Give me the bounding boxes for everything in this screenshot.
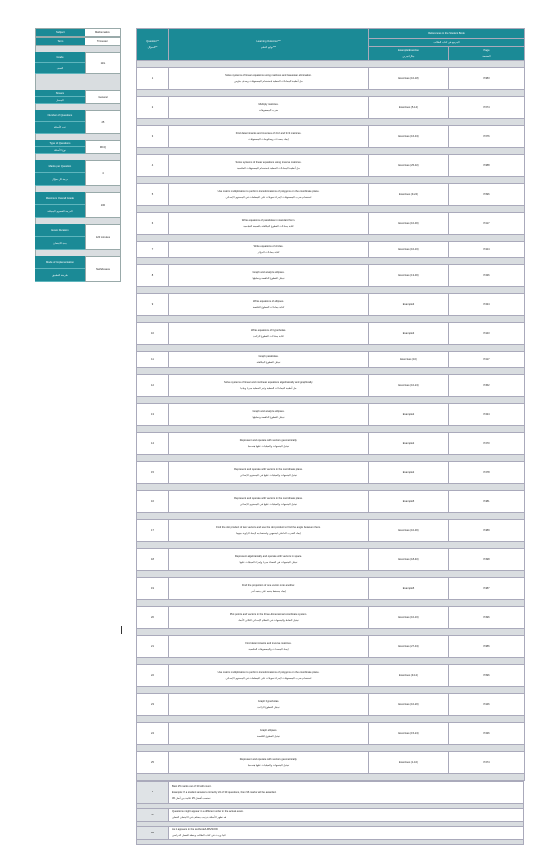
page-header: Page الصفحة [449, 47, 525, 61]
question-number: 16 [137, 491, 169, 513]
table-row [137, 294, 525, 316]
learning-outcome: Find determinants and inverse matrices. إيجاد المحددات والمصفوفات العكسية [169, 636, 369, 658]
duration-label: Exam Duration [35, 224, 85, 237]
question-number: 9 [137, 294, 169, 316]
spacer-row [137, 287, 525, 294]
spacer-row [137, 716, 525, 723]
question-number: 10 [137, 323, 169, 345]
question-number: 4 [137, 155, 169, 177]
reference-example: Exercises (13-30) [369, 265, 449, 287]
spacer-row [137, 629, 525, 636]
question-number: 1 [137, 68, 169, 90]
question-number: 19 [137, 578, 169, 600]
reference-example: Exercises (9-24) [369, 184, 449, 206]
grade-row [35, 52, 121, 74]
subject-label: Subject [36, 29, 85, 36]
learning-outcome: Represent and operate with vectors geometrically. تمثيل المتجهات والعمليات عليها هندسيا [169, 433, 369, 455]
reference-page: P478 [449, 462, 525, 484]
subject-row [35, 28, 121, 37]
table-row [137, 242, 525, 258]
table-row [137, 97, 525, 119]
table-row [137, 694, 525, 716]
learning-outcome: Graph and analyze ellipses. تمثيل القطوع الناقصة وتحليلها [169, 265, 369, 287]
stream-label-ar: المسار [35, 97, 85, 104]
reference-example: Example5 [369, 578, 449, 600]
question-number: 8 [137, 265, 169, 287]
footnote-mark: ** [137, 809, 169, 822]
reference-example: Exercises (1-10) [369, 752, 449, 774]
question-type-row [35, 140, 121, 154]
reference-example: Exercises (10-20) [369, 694, 449, 716]
table-row [137, 265, 525, 287]
learning-outcome: Write equations of parabolas in standard form. كتابة معادلات القطوع المكافئة بالصيغة القياسية [169, 213, 369, 235]
question-number: 7 [137, 242, 169, 258]
reference-example: Example2 [369, 462, 449, 484]
spacer-row [137, 316, 525, 323]
mode-label-ar: طريقة التطبيق [35, 269, 85, 282]
question-number: 11 [137, 352, 169, 368]
reference-page: P436 [449, 265, 525, 287]
reference-example: Example5 [369, 491, 449, 513]
learning-outcome: Represent algebraically and operate with vectors in space. تمثيل المتجهات في الفضاء جبريا وإجراء العمليات عليها [169, 549, 369, 571]
reference-page: P452 [449, 375, 525, 397]
learning-outcome: Write equations of circles. كتابة معادلات الدوائر [169, 242, 369, 258]
num-questions-label: Number of Questions [35, 110, 85, 122]
reference-page: P498 [449, 549, 525, 571]
term-row [35, 37, 121, 46]
question-number: 6 [137, 213, 169, 235]
marks-value: 4 [85, 160, 121, 186]
footnote-mark: * [137, 782, 169, 804]
term-label: Term [36, 38, 85, 45]
reference-example: Example3 [369, 294, 449, 316]
mode-row [35, 256, 121, 282]
question-number: 5 [137, 184, 169, 206]
references-header-ar: المرجع في كتاب الطالب [369, 39, 525, 47]
reference-page: P417 [449, 352, 525, 368]
reference-page: P474 [449, 752, 525, 774]
num-questions-label-ar: عدد الأسئلة [35, 122, 85, 134]
stream-label: Stream [35, 90, 85, 97]
reference-example: Exercises (10-16) [369, 242, 449, 258]
max-grade-label: Maximum Overall Grade [35, 192, 85, 205]
footnote-text: Best 25 marks out of 30 will count. Example: If a student answers correctly 24 of 30 questions, then 96 marks will be awarded. تحتسب أفضل 25 علامة من أصل 30 [169, 782, 524, 804]
spacer-row [137, 177, 525, 184]
text-cursor [121, 626, 122, 634]
footnote-row [137, 809, 524, 822]
table-row [137, 404, 525, 426]
question-number: 13 [137, 404, 169, 426]
references-header: References in the Student Book [369, 29, 525, 39]
table-row [137, 213, 525, 235]
reference-page: P443 [449, 323, 525, 345]
footnote-mark: *** [137, 827, 169, 840]
exam-info-panel [35, 28, 121, 282]
num-questions-value: 25 [85, 110, 121, 134]
reference-example: Exercises (10-18) [369, 68, 449, 90]
grade-label: Grade [35, 52, 85, 63]
learning-outcome: Graph ellipses. تمثيل القطوع الناقصة [169, 723, 369, 745]
footnote-text: As it appears in the textbook/LMS/SOW. كما وردت في كتاب الطالب وخطة الفصل الدراسي [169, 827, 524, 840]
table-row [137, 462, 525, 484]
reference-page: P424 [449, 242, 525, 258]
learning-outcome: Use matrix multiplication to perform transformations of polygons on the coordinate plane. استخدام ضرب المصفوفات لإجراء تحويلات على المضلعات في المستوى الإحداثي [169, 184, 369, 206]
table-row [137, 68, 525, 90]
mode-value: SwiftAssess [85, 256, 121, 282]
marks-label: Marks per Question [35, 160, 85, 173]
reference-page: P386 [449, 636, 525, 658]
spacer-row [137, 745, 525, 752]
learning-outcome: Find the dot product of two vectors and use the dot product to find the angle between them. إيجاد الضرب الداخلي لمتجهين واستخدامه لإيجاد الزاوية بينهما [169, 520, 369, 542]
table-row [137, 126, 525, 148]
table-row [137, 352, 525, 368]
reference-page: P496 [449, 607, 525, 629]
table-row [137, 665, 525, 687]
question-header: Question** السؤال** [137, 29, 169, 61]
reference-example: Example2 [369, 404, 449, 426]
reference-page: P446 [449, 694, 525, 716]
question-type-label: Type of Questions [35, 140, 85, 147]
learning-outcome: Graph parabolas. تمثيل القطوع المكافئة [169, 352, 369, 368]
reference-example: Exercises (5-14) [369, 97, 449, 119]
spacer-row [137, 542, 525, 549]
spacer-row [137, 90, 525, 97]
marks-row [35, 160, 121, 186]
question-type-label-ar: نوع الأسئلة [35, 147, 85, 154]
spacer-row [137, 61, 525, 68]
learning-outcome: Plot points and vectors in the three-dimensional coordinate system. تمثيل النقاط والمتجهات في النظام الإحداثي الثلاثي الأبعاد [169, 607, 369, 629]
stream-value: General [85, 90, 121, 104]
table-row [137, 155, 525, 177]
spacer-row [137, 687, 525, 694]
spacer-row [137, 397, 525, 404]
learning-outcome: Graph and analyze ellipses. تمثيل القطوع الناقصة وتحليلها [169, 404, 369, 426]
spacer-row [137, 206, 525, 213]
divider [35, 74, 121, 90]
spacer-row [137, 484, 525, 491]
learning-outcome: Find determinants and inverses of 2×2 and 3×3 matrices. إيجاد محددات ومعكوسات المصفوفات [169, 126, 369, 148]
learning-outcome: Solve systems of linear and nonlinear equations algebraically and graphically. حل أنظمة المعادلات الخطية وغير الخطية جبريا وبيانيا [169, 375, 369, 397]
reference-page: P481 [449, 491, 525, 513]
reference-page: P396 [449, 184, 525, 206]
reference-page: P487 [449, 578, 525, 600]
table-row [137, 323, 525, 345]
spacer-row [137, 840, 524, 845]
question-type-value: MCQ [85, 140, 121, 154]
reference-page: P436 [449, 723, 525, 745]
table-row [137, 520, 525, 542]
learning-outcome: Find the projection of one vector onto another. إيجاد مسقط متجه على متجه آخر [169, 578, 369, 600]
marks-label-ar: درجة كل سؤال [35, 173, 85, 186]
table-row [137, 491, 525, 513]
learning-outcome: Write equations of hyperbolas. كتابة معادلات القطوع الزائدة [169, 323, 369, 345]
table-row [137, 433, 525, 455]
exam-structure-table [136, 28, 524, 845]
spacer-row [137, 235, 525, 242]
table-row [137, 549, 525, 571]
reference-example: Exercises (9-12) [369, 665, 449, 687]
question-number: 17 [137, 520, 169, 542]
duration-row [35, 224, 121, 250]
learning-outcome: Write equations of ellipses. كتابة معادلات القطوع الناقصة [169, 294, 369, 316]
spacer-row [137, 148, 525, 155]
question-number: 14 [137, 433, 169, 455]
reference-example: Example2 [369, 433, 449, 455]
reference-example: Exercises (10-30) [369, 213, 449, 235]
spacer-row [137, 774, 525, 781]
footnote-row [137, 782, 524, 804]
duration-value: 120 minutes [85, 224, 121, 250]
question-number: 23 [137, 694, 169, 716]
reference-example: Exercises (18-40) [369, 549, 449, 571]
reference-example: Example3 [369, 323, 449, 345]
spacer-row [137, 368, 525, 375]
learning-outcome: Solve systems of linear equations using matrices and Gaussian elimination. حل أنظمة المعادلات الخطية باستخدام المصفوفات وحذف جاوس [169, 68, 369, 90]
reference-example: Exercises (10-24) [369, 375, 449, 397]
reference-example: Exercises (10-30) [369, 520, 449, 542]
max-grade-label-ar: الدرجة القصوى الممكنة [35, 205, 85, 218]
spacer-row [137, 658, 525, 665]
learning-outcome: Multiply matrices. ضرب المصفوفات [169, 97, 369, 119]
reference-page: P489 [449, 520, 525, 542]
learning-outcome: Represent and operate with vectors geometrically. تمثيل المتجهات والعمليات عليها هندسيا [169, 752, 369, 774]
question-number: 22 [137, 665, 169, 687]
spacer-row [137, 600, 525, 607]
reference-page: P376 [449, 126, 525, 148]
table-row [137, 184, 525, 206]
reference-page: P388 [449, 155, 525, 177]
learning-outcome-header: Learning Outcome*** نواتج التعلم*** [169, 29, 369, 61]
reference-page: P434 [449, 294, 525, 316]
term-value: Trimester [85, 38, 120, 45]
reference-example: Exercises (16-34) [369, 126, 449, 148]
question-number: 18 [137, 549, 169, 571]
table-row [137, 752, 525, 774]
table-row [137, 578, 525, 600]
question-number: 3 [137, 126, 169, 148]
spacer-row [137, 513, 525, 520]
grade-value: 11G [85, 52, 121, 74]
table-row [137, 636, 525, 658]
duration-label-ar: مدة الامتحان [35, 237, 85, 250]
reference-example: Exercises (10-16) [369, 607, 449, 629]
table-row [137, 375, 525, 397]
spacer-row [137, 258, 525, 265]
reference-page: P434 [449, 404, 525, 426]
learning-outcome: Solve systems of linear equations using inverse matrices. حل أنظمة المعادلات الخطية باستخدام المصفوفات العكسية [169, 155, 369, 177]
footnote-text: Questions might appear in a different order in the actual exam. قد تظهر الأسئلة بترتيب مختلف في الامتحان الفعلي [169, 809, 524, 822]
reference-page: P383 [449, 68, 525, 90]
reference-example: Exercises (27-34) [369, 636, 449, 658]
question-number: 15 [137, 462, 169, 484]
reference-page: P374 [449, 97, 525, 119]
reference-page: P417 [449, 213, 525, 235]
grade-label-ar: الصف [35, 63, 85, 74]
question-number: 21 [137, 636, 169, 658]
spacer-row [137, 426, 525, 433]
reference-page: P470 [449, 433, 525, 455]
spacer-row [137, 345, 525, 352]
question-number: 25 [137, 752, 169, 774]
footnote-row [137, 827, 524, 840]
max-grade-row [35, 192, 121, 218]
table-row [137, 607, 525, 629]
max-grade-value: 100 [85, 192, 121, 218]
footnotes-table [136, 781, 524, 845]
reference-example: Exercises (25-32) [369, 155, 449, 177]
question-number: 20 [137, 607, 169, 629]
subject-value: Mathematics [85, 29, 120, 36]
spacer-row [137, 571, 525, 578]
question-number: 12 [137, 375, 169, 397]
learning-outcome: Represent and operate with vectors in the coordinate plane. تمثيل المتجهات والعمليات عليها في المستوى الإحداثي [169, 491, 369, 513]
table-row [137, 723, 525, 745]
mode-label: Mode of Implementation [35, 256, 85, 269]
learning-outcome: Use matrix multiplication to perform transformations of polygons on the coordinate plane. استخدام ضرب المصفوفات لإجراء تحويلات على المضلعات في المستوى الإحداثي [169, 665, 369, 687]
num-questions-row [35, 110, 121, 134]
stream-row [35, 90, 121, 104]
spacer-row [137, 455, 525, 462]
reference-example: Exercises (10) [369, 352, 449, 368]
question-number: 2 [137, 97, 169, 119]
spacer-row [137, 119, 525, 126]
question-number: 24 [137, 723, 169, 745]
example-header: Example/Exercise مثال/تمرين [369, 47, 449, 61]
learning-outcome: Represent and operate with vectors in the coordinate plane. تمثيل المتجهات والعمليات عليها في المستوى الإحداثي [169, 462, 369, 484]
learning-outcome: Graph hyperbolas. تمثيل القطوع الزائدة [169, 694, 369, 716]
reference-page: P396 [449, 665, 525, 687]
reference-example: Exercises (15-24) [369, 723, 449, 745]
